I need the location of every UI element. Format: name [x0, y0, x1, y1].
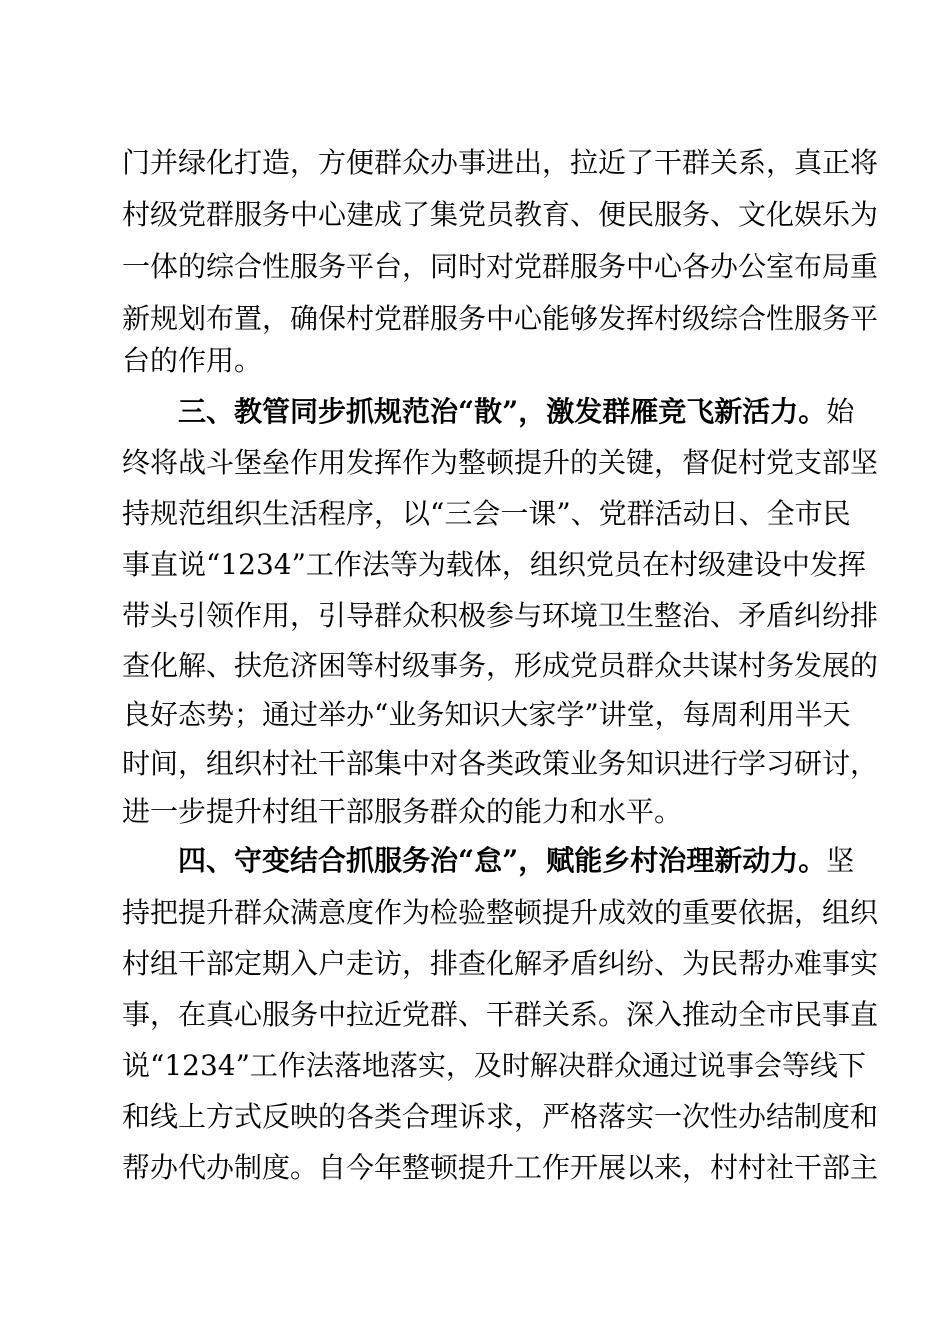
- text-line: [0, 590, 950, 642]
- text-line: [0, 137, 950, 189]
- text-run: 带头引领作用，引导群众积极参与环境卫生整治、矛盾纠纷排: [122, 599, 879, 632]
- text-line: [0, 738, 950, 790]
- text-line: [0, 989, 950, 1041]
- text-run: 良好态势；通过举办“业务知识大家学”讲堂，每周利用半天: [122, 698, 851, 731]
- text-line-content: [122, 640, 879, 692]
- text-line-content: [122, 1091, 879, 1143]
- text-line: [0, 335, 950, 387]
- text-run: 说“1234”工作法落地落实，及时解决群众通过说事会等线下: [122, 1049, 866, 1082]
- text-line-content: [122, 689, 851, 741]
- text-line-content: [122, 189, 879, 241]
- text-line: [0, 386, 950, 438]
- text-line: [0, 689, 950, 741]
- text-line-content: [122, 488, 851, 540]
- text-line: [0, 786, 950, 838]
- text-line: [0, 539, 950, 591]
- text-line: [0, 241, 950, 293]
- text-run: 查化解、扶危济困等村级事务，形成党员群众共谋村务发展的: [122, 649, 879, 682]
- text-run: 一体的综合性服务平台，同时对党群服务中心各办公室布局重: [122, 250, 879, 283]
- text-line: [0, 887, 950, 939]
- text-line-content: [122, 437, 879, 489]
- text-line-content: [122, 989, 879, 1041]
- text-line: [0, 1091, 950, 1143]
- text-line-content: [122, 1040, 866, 1092]
- text-run: 持把提升群众满意度作为检验整顿提升成效的重要依据，组织: [122, 896, 879, 929]
- text-run: 新规划布置，确保村党群服务中心能够发挥村级综合性服务平: [122, 302, 879, 335]
- text-run: 门并绿化打造，方便群众办事进出，拉近了干群关系，真正将: [122, 146, 879, 179]
- text-line-content: [178, 386, 855, 438]
- text-line-content: [122, 738, 879, 790]
- text-line: [0, 835, 950, 887]
- text-line: [0, 640, 950, 692]
- text-line-content: [122, 1142, 879, 1194]
- text-run: 坚: [826, 844, 855, 877]
- text-run: 始: [826, 395, 855, 428]
- text-line-content: [178, 835, 855, 887]
- text-run: 事，在真心服务中拉近党群、干群关系。深入推动全市民事直: [122, 998, 879, 1031]
- text-run: 时间，组织村社干部集中对各类政策业务知识进行学习研讨，: [122, 747, 879, 780]
- text-line-content: [122, 786, 682, 838]
- text-run: 帮办代办制度。自今年整顿提升工作开展以来，村村社干部主: [122, 1151, 879, 1184]
- text-run: 村组干部定期入户走访，排查化解矛盾纠纷、为民帮办难事实: [122, 947, 879, 980]
- section-heading: 三、教管同步抓规范治“散”，激发群雁竞飞新活力。: [178, 395, 827, 428]
- text-run: 终将战斗堡垒作用发挥作为整顿提升的关键，督促村党支部坚: [122, 446, 879, 479]
- text-line-content: [122, 241, 879, 293]
- text-run: 进一步提升村组干部服务群众的能力和水平。: [122, 795, 683, 828]
- text-line: [0, 189, 950, 241]
- text-line-content: [122, 335, 262, 387]
- text-line-content: [122, 539, 866, 591]
- text-run: 事直说“1234”工作法等为载体，组织党员在村级建设中发挥: [122, 548, 866, 581]
- text-run: 和线上方式反映的各类合理诉求，严格落实一次性办结制度和: [122, 1100, 879, 1133]
- text-line: [0, 938, 950, 990]
- text-line: [0, 1142, 950, 1194]
- section-heading: 四、守变结合抓服务治“怠”，赋能乡村治理新动力。: [178, 844, 827, 877]
- text-run: 持规范组织生活程序，以“三会一课”、党群活动日、全市民: [122, 497, 851, 530]
- text-line: [0, 488, 950, 540]
- text-line-content: [122, 590, 879, 642]
- text-line: [0, 437, 950, 489]
- text-line-content: [122, 887, 879, 939]
- text-line-content: [122, 137, 879, 189]
- text-line-content: [122, 938, 879, 990]
- text-run: 台的作用。: [122, 344, 263, 377]
- text-run: 村级党群服务中心建成了集党员教育、便民服务、文化娱乐为: [122, 198, 879, 231]
- text-line: [0, 1040, 950, 1092]
